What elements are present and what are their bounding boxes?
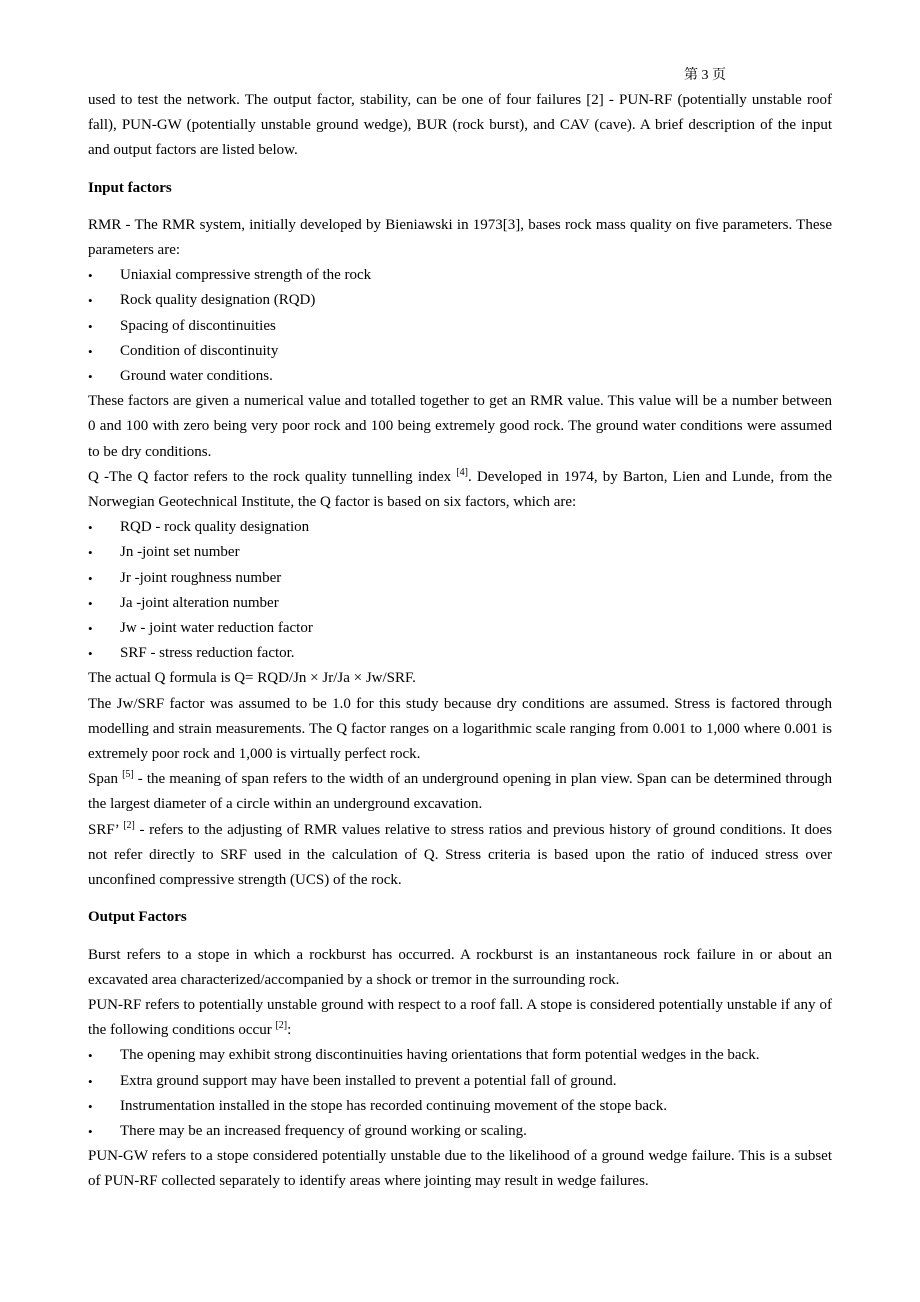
list-item bbox=[88, 314, 832, 339]
list-item bbox=[88, 364, 832, 389]
citation-ref: [5] bbox=[122, 769, 134, 781]
list-item bbox=[88, 591, 832, 616]
list-item-text: Jn -joint set number bbox=[120, 544, 240, 561]
citation-ref: [2] bbox=[275, 1020, 288, 1032]
rmr-description-paragraph: These factors are given a numerical value and totalled together to get an RMR value. This value will be a number between 0 and 100 with zero being very poor rock and 100 being extremely good rock. The ground water conditions were assumed to be dry conditions. bbox=[88, 393, 832, 460]
list-item-text: Instrumentation installed in the stope has recorded continuing movement of the stope back. bbox=[120, 1097, 667, 1114]
span-paragraph bbox=[88, 767, 832, 817]
bullet-icon: • bbox=[88, 1123, 93, 1139]
bullet-icon: • bbox=[88, 545, 93, 561]
q-formula-paragraph: The actual Q formula is Q= RQD/Jn × Jr/Ja × Jw/SRF. bbox=[88, 670, 416, 687]
bullet-icon: • bbox=[88, 268, 93, 284]
list-item-text: Condition of discontinuity bbox=[120, 342, 279, 359]
srf-text-cont: - refers to the adjusting of RMR values relative to stress ratios and previous history of ground conditions. It does not refer directly to SRF used in the calculation of Q. Stress criteria is based upon the ratio of induced stress over unconfined compressive strength (UCS) of the rock. bbox=[88, 821, 832, 889]
q-description-paragraph: The Jw/SRF factor was assumed to be 1.0 for this study because dry conditions are assumed. Stress is factored through modelling and strain measurements. The Q factor ranges on a logarithmic scale ranging from 0.001 to 1,000 where 0.001 is extremely poor rock and 1,000 is virtually perfect rock. bbox=[88, 695, 832, 763]
q-intro-text-cont: . Developed in 1974, by Barton, Lien and Lunde, from the Norwegian Geotechnical Institute, the Q factor is based on six factors, which are: bbox=[88, 468, 832, 511]
srf-text: SRF’ bbox=[88, 821, 124, 838]
rmr-intro-paragraph: RMR - The RMR system, initially developed by Bieniawski in 1973[3], bases rock mass quality on five parameters. These parameters are: bbox=[88, 216, 832, 259]
list-item-text: The opening may exhibit strong discontinuities having orientations that form potential wedges in the back. bbox=[120, 1047, 760, 1064]
bullet-icon: • bbox=[88, 369, 93, 385]
list-item bbox=[88, 515, 832, 540]
list-item bbox=[88, 339, 832, 364]
list-item bbox=[88, 641, 832, 666]
citation-ref: [2] bbox=[123, 819, 135, 831]
list-item-text: RQD - rock quality designation bbox=[120, 519, 310, 536]
bullet-icon: • bbox=[88, 1098, 93, 1114]
intro-paragraph: used to test the network. The output factor, stability, can be one of four failures [2] - PUN-RF (potentially unstable roof fall), PUN-GW (potentially unstable ground wedge), BUR (rock burst), and CAV (cave). A brief description of the input and output factors are listed below. bbox=[88, 92, 832, 159]
output-factors-heading: Output Factors bbox=[88, 909, 187, 926]
burst-paragraph: Burst refers to a stope in which a rockburst has occurred. A rockburst is an instantaneous rock failure in or about an excavated area characterized/accompanied by a shock or tremor in the surrounding rock. bbox=[88, 946, 832, 988]
pun-rf-text: PUN-RF refers to potentially unstable ground with respect to a roof fall. A stope is considered potentially unstable if any of the following conditions occur bbox=[88, 996, 832, 1039]
list-item bbox=[88, 263, 832, 288]
list-item bbox=[88, 1094, 832, 1119]
list-item bbox=[88, 566, 832, 591]
list-item bbox=[88, 288, 832, 313]
list-item bbox=[88, 616, 832, 641]
bullet-icon: • bbox=[88, 621, 93, 637]
list-item bbox=[88, 540, 832, 565]
bullet-icon: • bbox=[88, 1073, 93, 1089]
page-number: 第 3 页 bbox=[684, 68, 726, 83]
bullet-icon: • bbox=[88, 570, 93, 586]
span-text-cont: - the meaning of span refers to the width of an underground opening in plan view. Span can be determined through the largest diameter of a circle within an underground excavation. bbox=[88, 771, 832, 813]
list-item-text: Rock quality designation (RQD) bbox=[120, 292, 316, 309]
list-item-text: Ground water conditions. bbox=[120, 368, 273, 385]
srf-paragraph bbox=[88, 818, 832, 894]
bullet-icon: • bbox=[88, 343, 93, 359]
list-item-text: Extra ground support may have been installed to prevent a potential fall of ground. bbox=[120, 1072, 617, 1089]
q-intro-paragraph bbox=[88, 465, 832, 515]
document-body bbox=[88, 88, 832, 1195]
pun-rf-condition-list bbox=[88, 1043, 832, 1144]
citation-ref: [4] bbox=[456, 466, 468, 478]
pun-rf-paragraph bbox=[88, 993, 832, 1043]
list-item-text: Ja -joint alteration number bbox=[120, 594, 279, 611]
bullet-icon: • bbox=[88, 646, 93, 662]
pun-rf-text-cont: : bbox=[287, 1022, 292, 1039]
list-item-text: Jr -joint roughness number bbox=[120, 569, 282, 586]
pun-gw-paragraph: PUN-GW refers to a stope considered potentially unstable due to the likelihood of a ground wedge failure. This is a subset of PUN-RF collected separately to identify areas where jointing may result in wedge failures. bbox=[88, 1148, 832, 1190]
q-parameter-list bbox=[88, 515, 832, 666]
list-item-text: Spacing of discontinuities bbox=[120, 317, 276, 334]
input-factors-heading: Input factors bbox=[88, 179, 172, 196]
list-item-text: Uniaxial compressive strength of the rock bbox=[120, 267, 372, 284]
bullet-icon: • bbox=[88, 520, 93, 536]
list-item-text: Jw - joint water reduction factor bbox=[120, 620, 313, 637]
q-intro-text: Q -The Q factor refers to the rock quality tunnelling index bbox=[88, 468, 457, 485]
list-item bbox=[88, 1069, 832, 1094]
list-item-text: There may be an increased frequency of ground working or scaling. bbox=[120, 1122, 527, 1139]
bullet-icon: • bbox=[88, 1048, 93, 1064]
list-item bbox=[88, 1119, 832, 1144]
bullet-icon: • bbox=[88, 318, 93, 334]
bullet-icon: • bbox=[88, 293, 93, 309]
span-text: Span bbox=[88, 771, 123, 788]
rmr-parameter-list bbox=[88, 263, 832, 389]
list-item bbox=[88, 1043, 832, 1068]
list-item-text: SRF - stress reduction factor. bbox=[120, 645, 295, 662]
bullet-icon: • bbox=[88, 595, 93, 611]
